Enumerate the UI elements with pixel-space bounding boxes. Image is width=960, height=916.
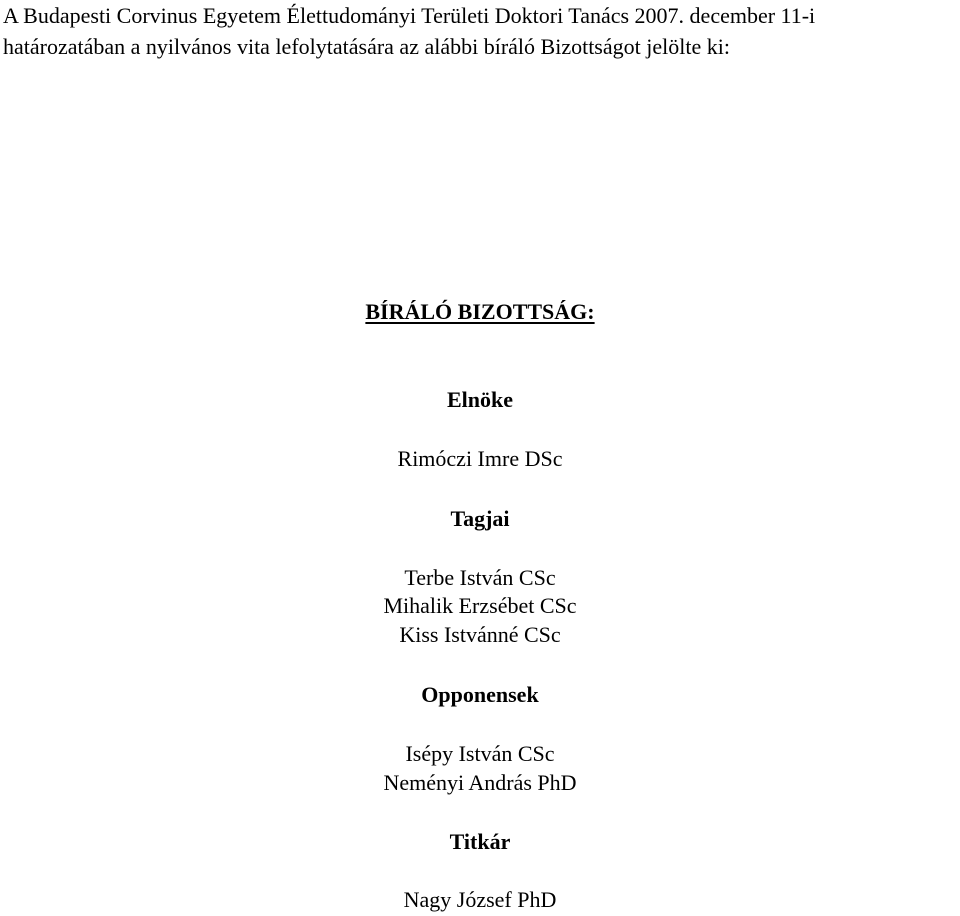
intro-paragraph	[3, 0, 958, 62]
intro-line-2: határozatában a nyilvános vita lefolytatására az alábbi bíráló Bizottságot jelölte ki:	[3, 34, 730, 59]
intro-line-1: A Budapesti Corvinus Egyetem Élettudományi Területi Doktori Tanács 2007. december 11-i	[3, 3, 816, 28]
secretary-title: Titkár	[449, 829, 511, 854]
chair-name: Rimóczi Imre DSc	[397, 446, 563, 471]
committee-heading: BÍRÁLÓ BIZOTTSÁG:	[365, 299, 595, 324]
members-title: Tagjai	[450, 506, 510, 531]
member-name: Terbe István CSc	[404, 565, 556, 590]
chair-title: Elnöke	[446, 387, 514, 412]
opponents-title: Opponensek	[421, 682, 539, 707]
member-name: Kiss Istvánné CSc	[399, 622, 561, 647]
member-name: Mihalik Erzsébet CSc	[383, 593, 577, 618]
opponent-name: Isépy István CSc	[405, 741, 555, 766]
secretary-name: Nagy József PhD	[403, 887, 557, 912]
opponent-name: Neményi András PhD	[383, 770, 577, 795]
